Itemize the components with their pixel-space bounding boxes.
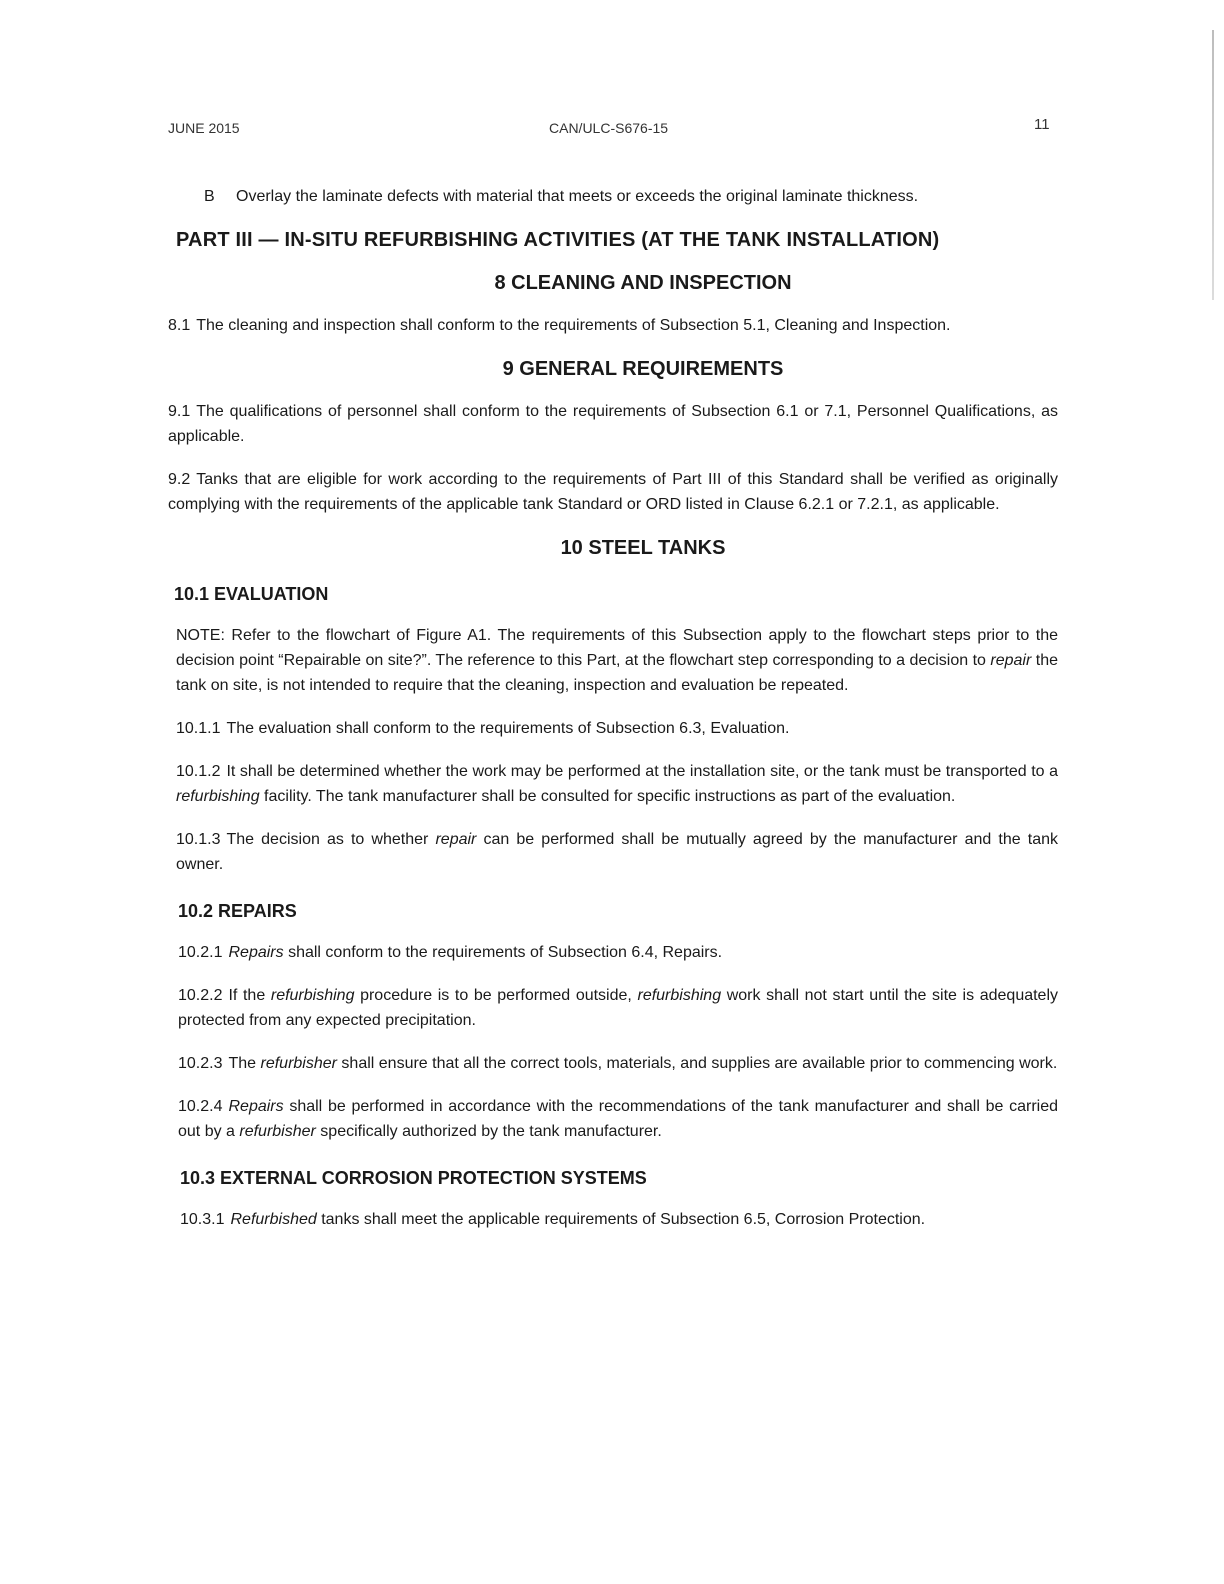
clause-text-end: can be performed shall be mutually agreed by the manufacturer and the tank owner.	[176, 831, 1058, 873]
clause-number: 10.1.1	[176, 720, 221, 737]
clause-text-end: shall ensure that all the correct tools, materials, and supplies are available prior to commencing work.	[336, 1055, 1058, 1072]
clause-text-mid: shall be performed in accordance with the recommendations of the tank manufacturer and shall be carried out by a	[178, 1098, 1058, 1140]
clause-text: Tanks that are eligible for work according to the requirements of Part III of this Standard shall be verified as originally complying with the requirements of the applicable tank Standard or ORD listed in Clause 6.2.1 or 7.2.1, as applicable.	[168, 471, 1058, 513]
scan-edge-mark	[1212, 30, 1214, 300]
clause-text-end: specifically authorized by the tank manufacturer.	[315, 1123, 662, 1140]
clause-emphasis: refurbishing	[270, 987, 355, 1004]
clause-text-mid: procedure is to be performed outside,	[354, 987, 638, 1004]
clause-number: 10.1.2	[176, 763, 221, 780]
clause-emphasis: refurbisher	[260, 1055, 337, 1072]
clause-10-2-2	[178, 983, 1058, 1033]
section-10-title: 10 STEEL TANKS	[560, 537, 726, 559]
clause-text: It shall be determined whether the work may be performed at the installation site, or the tank must be transported to a	[226, 763, 1058, 780]
clause-number: 10.2.2	[178, 987, 223, 1004]
clause-10-1-1	[176, 716, 1058, 741]
clause-number: 10.2.1	[178, 944, 223, 961]
clause-number: 9.2	[168, 471, 191, 488]
clause-text: If the	[228, 987, 271, 1004]
clause-10-2-4	[178, 1094, 1058, 1144]
clause-9-2	[168, 467, 1058, 517]
clause-10-1-2	[176, 759, 1058, 809]
clause-number: 9.1	[168, 403, 191, 420]
clause-text: The qualifications of personnel shall conform to the requirements of Subsection 6.1 or 7.1, Personnel Qualifications, as applicable.	[168, 403, 1058, 445]
clause-text: The	[228, 1055, 261, 1072]
clause-10-3-1	[180, 1207, 1058, 1232]
clause-8-1	[168, 313, 1058, 338]
clause-number: 8.1	[168, 317, 191, 334]
list-item-letter: B	[204, 188, 215, 205]
section-8-title: 8 CLEANING AND INSPECTION	[494, 272, 792, 294]
clause-text: shall conform to the requirements of Subsection 6.4, Repairs.	[283, 944, 723, 961]
clause-text-end: work shall not start until the site is adequately protected from any expected precipitation.	[178, 987, 1059, 1029]
clause-number: 10.3.1	[180, 1211, 225, 1228]
subsection-10-2-title: 10.2 REPAIRS	[178, 901, 297, 921]
list-item-text: Overlay the laminate defects with material that meets or exceeds the original laminate thickness.	[236, 188, 919, 205]
document-body	[168, 184, 1058, 1232]
note-10-1	[176, 623, 1058, 698]
header-date: JUNE 2015	[168, 120, 240, 136]
note-text-end: the tank on site, is not intended to require that the cleaning, inspection and evaluation be repeated.	[176, 652, 1059, 694]
note-text: NOTE: Refer to the flowchart of Figure A1. The requirements of this Subsection apply to the flowchart steps prior to the decision point “Repairable on site?”. The reference to this Part, at the flowchart step corresponding to a decision to	[176, 627, 1058, 669]
clause-number: 10.2.3	[178, 1055, 223, 1072]
clause-number: 10.2.4	[178, 1098, 223, 1115]
clause-text: The cleaning and inspection shall conform to the requirements of Subsection 5.1, Cleaning and Inspection.	[196, 317, 951, 334]
clause-text-end: facility. The tank manufacturer shall be consulted for specific instructions as part of the evaluation.	[259, 788, 956, 805]
note-emphasis: repair	[990, 652, 1032, 669]
clause-10-2-1	[178, 940, 1058, 965]
clause-emphasis: repair	[435, 831, 477, 848]
clause-number: 10.1.3	[176, 831, 221, 848]
clause-emphasis: Refurbished	[230, 1211, 317, 1228]
clause-text: tanks shall meet the applicable requirements of Subsection 6.5, Corrosion Protection.	[316, 1211, 926, 1228]
header-standard: CAN/ULC-S676-15	[549, 120, 669, 136]
clause-text: The evaluation shall conform to the requirements of Subsection 6.3, Evaluation.	[226, 720, 790, 737]
clause-text: The decision as to whether	[226, 831, 436, 848]
clause-emphasis: Repairs	[228, 944, 284, 961]
list-item-b	[168, 184, 1058, 209]
clause-emphasis-2: refurbisher	[239, 1123, 316, 1140]
section-9-title: 9 GENERAL REQUIREMENTS	[502, 358, 784, 380]
subsection-10-1-title: 10.1 EVALUATION	[174, 584, 329, 604]
clause-emphasis: Repairs	[228, 1098, 284, 1115]
page-number: 11	[1034, 116, 1050, 133]
part-title: PART III — IN-SITU REFURBISHING ACTIVITIES (AT THE TANK INSTALLATION)	[176, 229, 940, 251]
subsection-10-3-title: 10.3 EXTERNAL CORROSION PROTECTION SYSTEMS	[180, 1168, 647, 1188]
clause-10-2-3	[178, 1051, 1058, 1076]
clause-9-1	[168, 399, 1058, 449]
clause-emphasis-2: refurbishing	[637, 987, 722, 1004]
clause-10-1-3	[176, 827, 1058, 877]
clause-emphasis: refurbishing	[176, 788, 260, 805]
